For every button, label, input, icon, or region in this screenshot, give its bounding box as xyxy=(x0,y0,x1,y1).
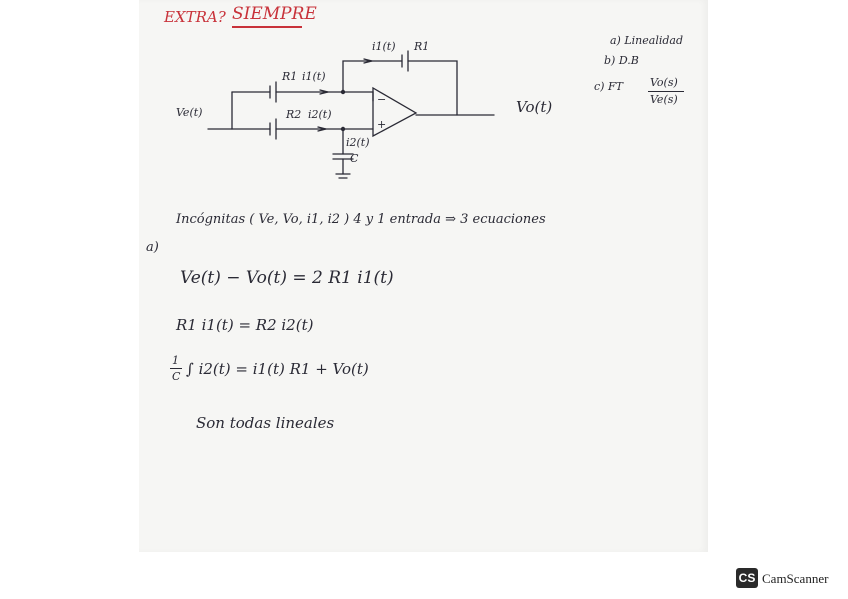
camscanner-text: CamScanner xyxy=(762,571,829,586)
question-c: c) FT xyxy=(594,80,623,93)
header-title-right: SIEMPRE xyxy=(232,4,317,24)
question-a: a) Linealidad xyxy=(610,34,683,47)
branch-i2-label: i2(t) xyxy=(308,108,332,121)
ft-denominator: Ve(s) xyxy=(650,93,678,106)
feedback-current-label: i1(t) xyxy=(372,40,396,53)
part-a-marker: a) xyxy=(146,240,159,255)
plus-node xyxy=(341,127,345,131)
input-label: Ve(t) xyxy=(176,106,203,119)
minus-node xyxy=(341,90,345,94)
header-title-left: EXTRA? xyxy=(164,8,226,26)
question-b: b) D.B xyxy=(604,54,639,67)
equation-3-denominator: C xyxy=(172,370,181,383)
equation-1: Ve(t) − Vo(t) = 2 R1 i1(t) xyxy=(180,268,394,288)
equation-3-fraction-line xyxy=(170,368,182,369)
conclusion-line: Son todas lineales xyxy=(196,414,335,432)
output-label: Vo(t) xyxy=(516,98,553,116)
opamp-minus-label: − xyxy=(377,93,387,106)
opamp-plus-label: + xyxy=(377,118,387,131)
ground-symbol xyxy=(336,174,350,178)
equation-2: R1 i1(t) = R2 i2(t) xyxy=(176,316,314,334)
branch-r2-label: R2 xyxy=(286,108,302,121)
capacitor-current-label: i2(t) xyxy=(346,136,370,149)
camscanner-logo: CS xyxy=(736,568,758,588)
equation-3-numerator: 1 xyxy=(172,354,179,367)
branch-i1-label: i1(t) xyxy=(302,70,326,83)
equation-3: ∫ i2(t) = i1(t) R1 + Vo(t) xyxy=(186,360,369,378)
capacitor-label: C xyxy=(350,152,359,165)
ft-numerator: Vo(s) xyxy=(650,76,678,89)
feedback-right-wire xyxy=(408,61,457,115)
feedback-resistor-label: R1 xyxy=(414,40,430,53)
branch-r1-label: R1 xyxy=(282,70,298,83)
incognitas-line: Incógnitas ( Ve, Vo, i1, i2 ) 4 y 1 entrada ⇒ 3 ecuaciones xyxy=(176,212,546,227)
